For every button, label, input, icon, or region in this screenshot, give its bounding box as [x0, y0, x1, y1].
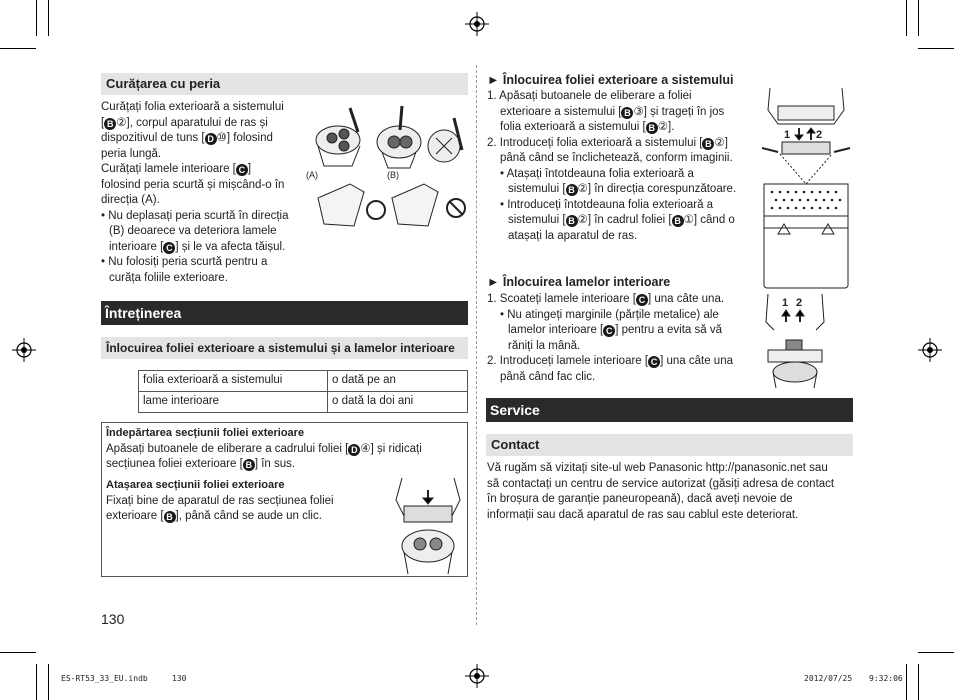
table-cell: o dată la doi ani [328, 392, 468, 413]
blade-replacement-title: ► Înlocuirea lamelor interioare [487, 275, 671, 289]
registration-mark-icon [465, 664, 489, 688]
label-a: (A) [306, 170, 318, 180]
ref-badge: B [164, 511, 176, 523]
remove-foil-section: Îndepărtarea secțiunii foliei exterioare Apăsați butoanele de eliberare a cadrului foliei [ D ④] și ridicați secțiunea foliei exterioare [ B ] în sus. [106, 426, 466, 473]
figure-label-2: 2 [816, 129, 823, 141]
crop-mark [918, 664, 919, 700]
subsection-header-contact: Contact [486, 434, 853, 456]
registration-mark-icon [918, 338, 942, 362]
ref-badge: C [163, 242, 175, 254]
label-b: (B) [387, 170, 399, 180]
crop-mark [48, 664, 49, 700]
contact-paragraph: Vă rugăm să vizitați site-ul web Panasonic http://panasonic.net sau să contactați un centru de service autorizat (găsiți adresa de contact în broșura de garanție paneuropeană), dacă aveți nevoie de informații sau dacă aparatul de ras sau cablul este deteriorat. [487, 462, 835, 521]
foil-replacement-steps: 1. Apăsați butoanele de eliberare a foliei exterioare a sistemului [ B ③] și trageți în jos folia exterioară a sistemului [ B ②]. 2. Introduceți folia exterioară a sistemului [ B ②] până când se înclichetează, conform imaginii. • Atașați întotdeauna folia exterioară a sistemului [ B ②] în direcția corespunzătoare. • Introduceți întotdeauna folia exterioară a sistemului [ B ②] în cadrul foliei [ B ①] când o atașați la aparatul de ras. [487, 90, 737, 242]
column-divider [476, 65, 478, 625]
ref-badge: D [348, 444, 360, 456]
crop-mark [36, 0, 37, 36]
cleaning-paragraph: Curățați folia exterioară a sistemului [ B ②], corpul aparatului de ras și dispozitivul de tuns [ D ⑩] folosind peria lungă. Curățați lamele interioare [ C ] folosind peria scurtă și mișcând-o în direcția (A). • Nu deplasați peria scurtă în direcția (B) deoarece va deteriora lamele interioare [ C ] și le va afecta tăișul. • Nu folosiți peria scurtă pentru a curăța foliile exterioare. [101, 101, 289, 284]
crop-mark [0, 48, 36, 49]
section-header-service: Service [486, 398, 853, 422]
attach-foil-section: Atașarea secțiunii foliei exterioare Fixați bine de aparatul de ras secțiunea foliei exterioare [ B ], până când se aude un clic. [106, 478, 396, 525]
ref-badge: B [104, 118, 116, 130]
crop-mark [906, 664, 907, 700]
ref-badge: B [702, 138, 714, 150]
section-header-maintenance: Întreținerea [101, 301, 468, 325]
table-row [139, 371, 468, 392]
blade-figure-label-1: 1 [782, 297, 789, 309]
table-cell: o dată pe an [328, 371, 468, 392]
crop-mark [918, 652, 954, 653]
footer-time: 9:32:06 [869, 674, 903, 683]
crop-mark [48, 0, 49, 36]
brush-cleaning-illustration [304, 98, 470, 232]
figure-label-1: 1 [784, 129, 791, 141]
footer-file: ES-RT53_33_EU.indb [61, 674, 148, 683]
ref-badge: D [205, 133, 217, 145]
table-cell: lame interioare [139, 392, 328, 413]
blade-replacement-steps: 1. Scoateți lamele interioare [ C ] una câte una. • Nu atingeți marginile (părțile metalice) ale lamelor interioare [ C ] pentru a evita să vă răniți la mână. 2. Introduceți lamele interioare [ C ] una câte una până când fac clic. [487, 293, 733, 383]
replacement-schedule-table [138, 370, 468, 413]
section-header-cleaning: Curățarea cu peria [101, 73, 468, 95]
ref-badge: C [636, 294, 648, 306]
attach-title: Atașarea secțiunii foliei exterioare [106, 479, 285, 491]
footer-date: 2012/07/25 [804, 674, 853, 683]
ref-badge: B [566, 215, 578, 227]
registration-mark-icon [465, 12, 489, 36]
blade-replacement-illustration [760, 290, 830, 390]
blade-figure-label-2: 2 [796, 297, 803, 309]
crop-mark [0, 652, 36, 653]
ref-badge: C [648, 356, 660, 368]
foil-replacement-illustration [756, 84, 856, 290]
crop-mark [918, 48, 954, 49]
registration-mark-icon [12, 338, 36, 362]
ref-badge: C [236, 164, 248, 176]
foil-replacement-title: ► Înlocuirea foliei exterioare a sistemului [487, 73, 734, 87]
attach-foil-illustration [390, 476, 466, 576]
crop-mark [36, 664, 37, 700]
ref-badge: B [243, 459, 255, 471]
ref-badge: C [603, 325, 615, 337]
crop-mark [918, 0, 919, 36]
subsection-header-replacement: Înlocuirea foliei exterioare a sistemului și a lamelor interioare [101, 337, 468, 359]
ref-badge: B [566, 184, 578, 196]
table-cell: folia exterioară a sistemului [139, 371, 328, 392]
ref-badge: B [672, 215, 684, 227]
crop-mark [906, 0, 907, 36]
ref-badge: B [646, 122, 658, 134]
table-row [139, 392, 468, 413]
footer-page: 130 [172, 674, 187, 683]
ref-badge: B [621, 107, 633, 119]
page-number: 130 [101, 611, 125, 627]
remove-title: Îndepărtarea secțiunii foliei exterioare [106, 427, 305, 439]
